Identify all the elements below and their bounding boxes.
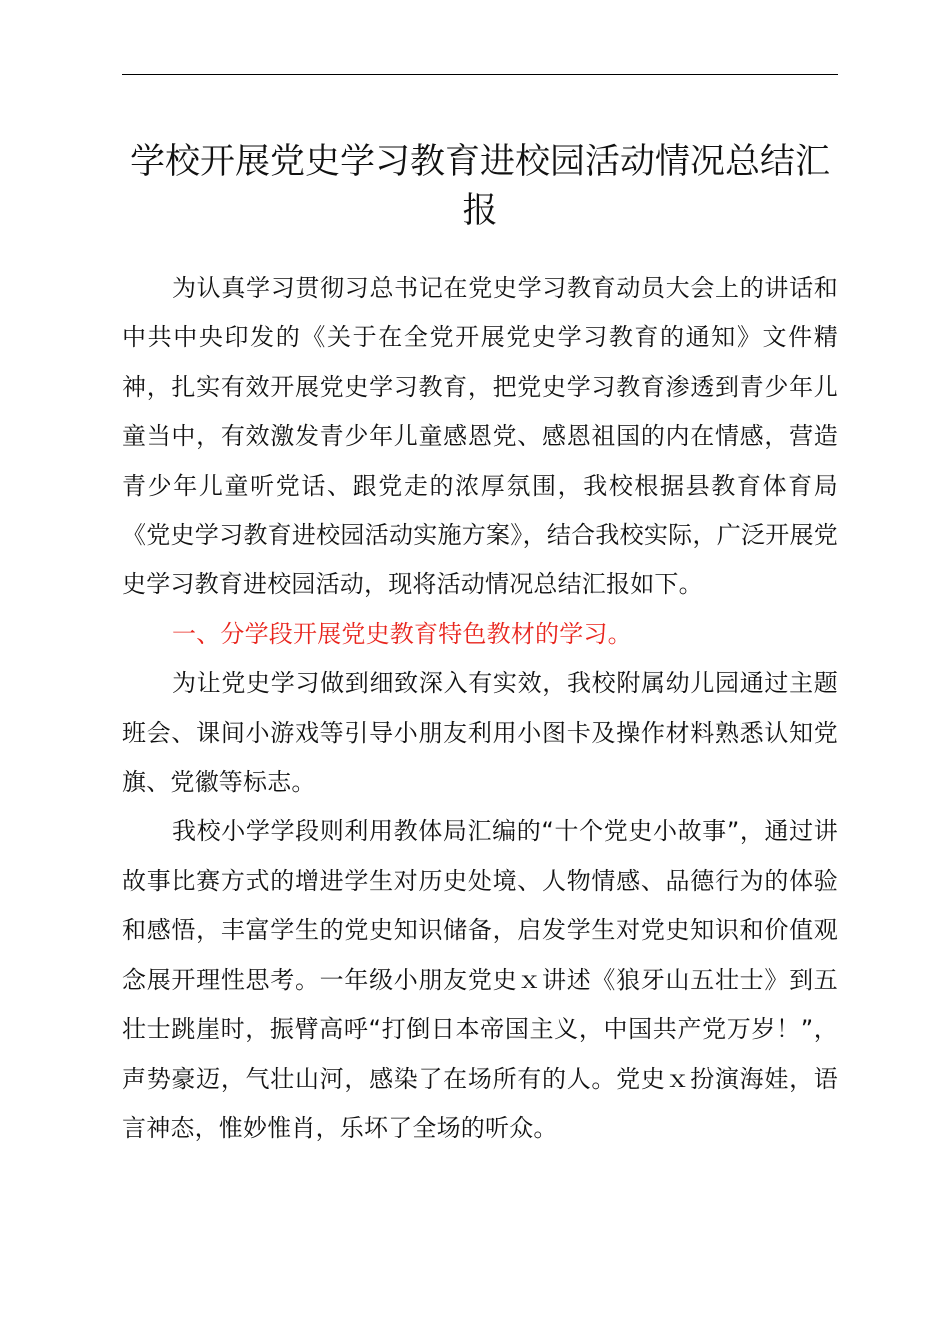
header-rule [122,74,838,75]
primary-school-paragraph: 我校小学学段则利用教体局汇编的“十个党史小故事”，通过讲故事比赛方式的增进学生对历史处境、人物情感、品德行为的体验和感悟，丰富学生的党史知识储备，启发学生对党史知识和价值观念展开理性思考。一年级小朋友党史ｘ讲述《狼牙山五壮士》到五壮士跳崖时，振臂高呼“打倒日本帝国主义，中国共产党万岁！”，声势豪迈，气壮山河，感染了在场所有的人。党史ｘ扮演海娃，语言神态，惟妙惟肖，乐坏了全场的听众。 [122,817,838,1142]
section-heading: 一、分学段开展党史教育特色教材的学习。 [172,619,632,648]
document-body [122,264,838,1153]
kindergarten-paragraph: 为让党史学习做到细致深入有实效，我校附属幼儿园通过主题班会、课间小游戏等引导小朋友利用小图卡及操作材料熟悉认知党旗、党徽等标志。 [122,669,838,797]
intro-paragraph: 为认真学习贯彻习总书记在党史学习教育动员大会上的讲话和中共中央印发的《关于在全党开展党史学习教育的通知》文件精神，扎实有效开展党史学习教育，把党史学习教育渗透到青少年儿童当中，有效激发青少年儿童感恩党、感恩祖国的内在情感，营造青少年儿童听党话、跟党走的浓厚氛围，我校根据县教育体育局《党史学习教育进校园活动实施方案》，结合我校实际，广泛开展党史学习教育进校园活动，现将活动情况总结汇报如下。 [122,274,838,599]
document-title: 学校开展党史学习教育进校园活动情况总结汇报 [129,142,830,231]
